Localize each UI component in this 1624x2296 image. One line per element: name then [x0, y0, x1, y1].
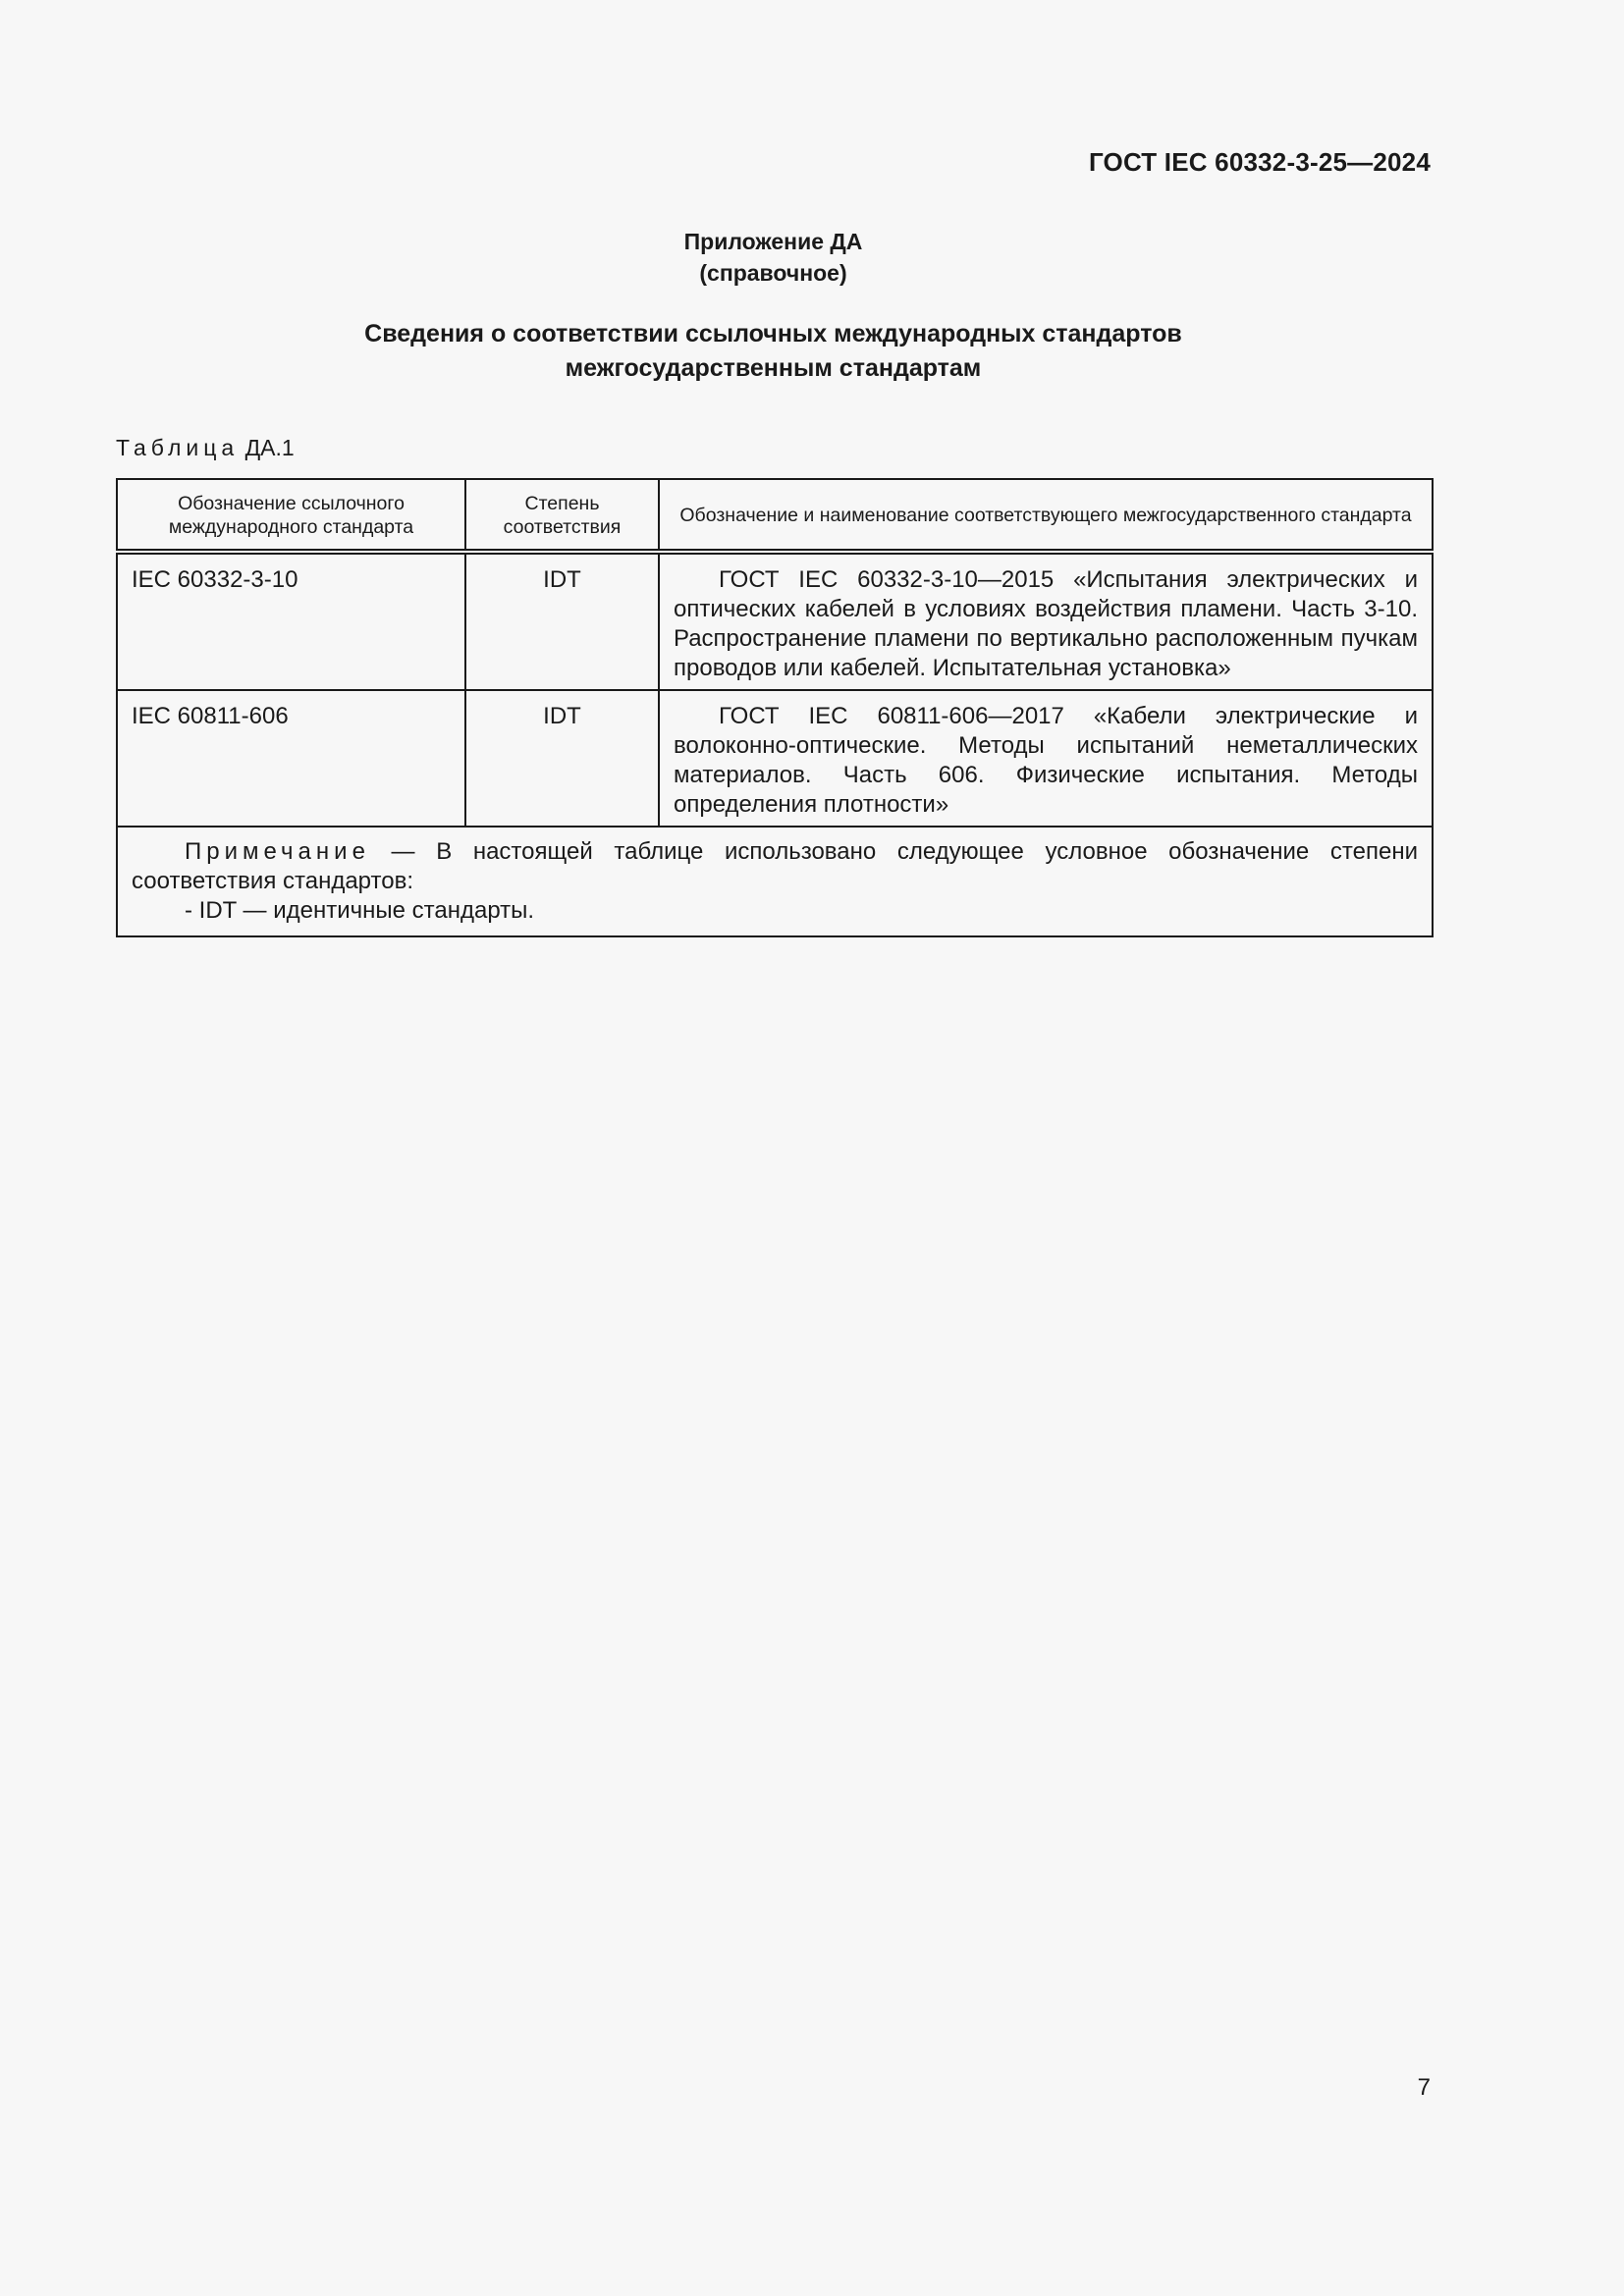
table-note-row	[117, 827, 1433, 936]
table-row	[117, 690, 1433, 827]
cell-description: ГОСТ IEC 60332-3-10—2015 «Испытания электрических и оптических кабелей в условиях воздействия пламени. Часть 3-10. Распространение пламени по вертикально расположенным пучкам проводов или кабелей. Испытательная установка»	[659, 552, 1433, 690]
document-code: ГОСТ IEC 60332-3-25—2024	[1088, 147, 1431, 177]
note-item: - IDT — идентичные стандарты.	[185, 897, 535, 924]
note-label: Примечание	[185, 838, 370, 865]
annex-heading	[0, 226, 1546, 289]
column-header-standard: Обозначение ссылочного международного стандарта	[117, 479, 465, 552]
annex-title: Приложение ДА	[683, 229, 863, 254]
section-title-line1: Сведения о соответствии ссылочных международных стандартов	[364, 320, 1182, 347]
column-header-degree: Степень соответствия	[465, 479, 659, 552]
table-label-number: ДА.1	[244, 435, 295, 460]
cell-standard: IEC 60332-3-10	[117, 552, 465, 690]
page-number: 7	[1417, 2074, 1431, 2101]
table-label-word: Таблица	[116, 435, 240, 460]
table-note	[117, 827, 1433, 936]
table-row	[117, 552, 1433, 690]
section-title	[0, 317, 1546, 386]
note-text: — В настоящей таблице использовано следующее условное обозначение степени соответствия стандартов:	[132, 838, 1418, 894]
cell-degree: IDT	[465, 552, 659, 690]
cell-description: ГОСТ IEC 60811-606—2017 «Кабели электрические и волоконно-оптические. Методы испытаний неметаллических материалов. Часть 606. Физические испытания. Методы определения плотности»	[659, 690, 1433, 827]
cell-degree: IDT	[465, 690, 659, 827]
annex-kind: (справочное)	[699, 260, 847, 286]
correspondence-table	[116, 478, 1434, 937]
column-header-description: Обозначение и наименование соответствующего межгосударственного стандарта	[659, 479, 1433, 552]
table-header-row	[117, 479, 1433, 552]
table-label	[116, 435, 295, 461]
note-paragraph	[132, 837, 1418, 896]
section-title-line2: межгосударственным стандартам	[565, 354, 982, 382]
cell-standard: IEC 60811-606	[117, 690, 465, 827]
